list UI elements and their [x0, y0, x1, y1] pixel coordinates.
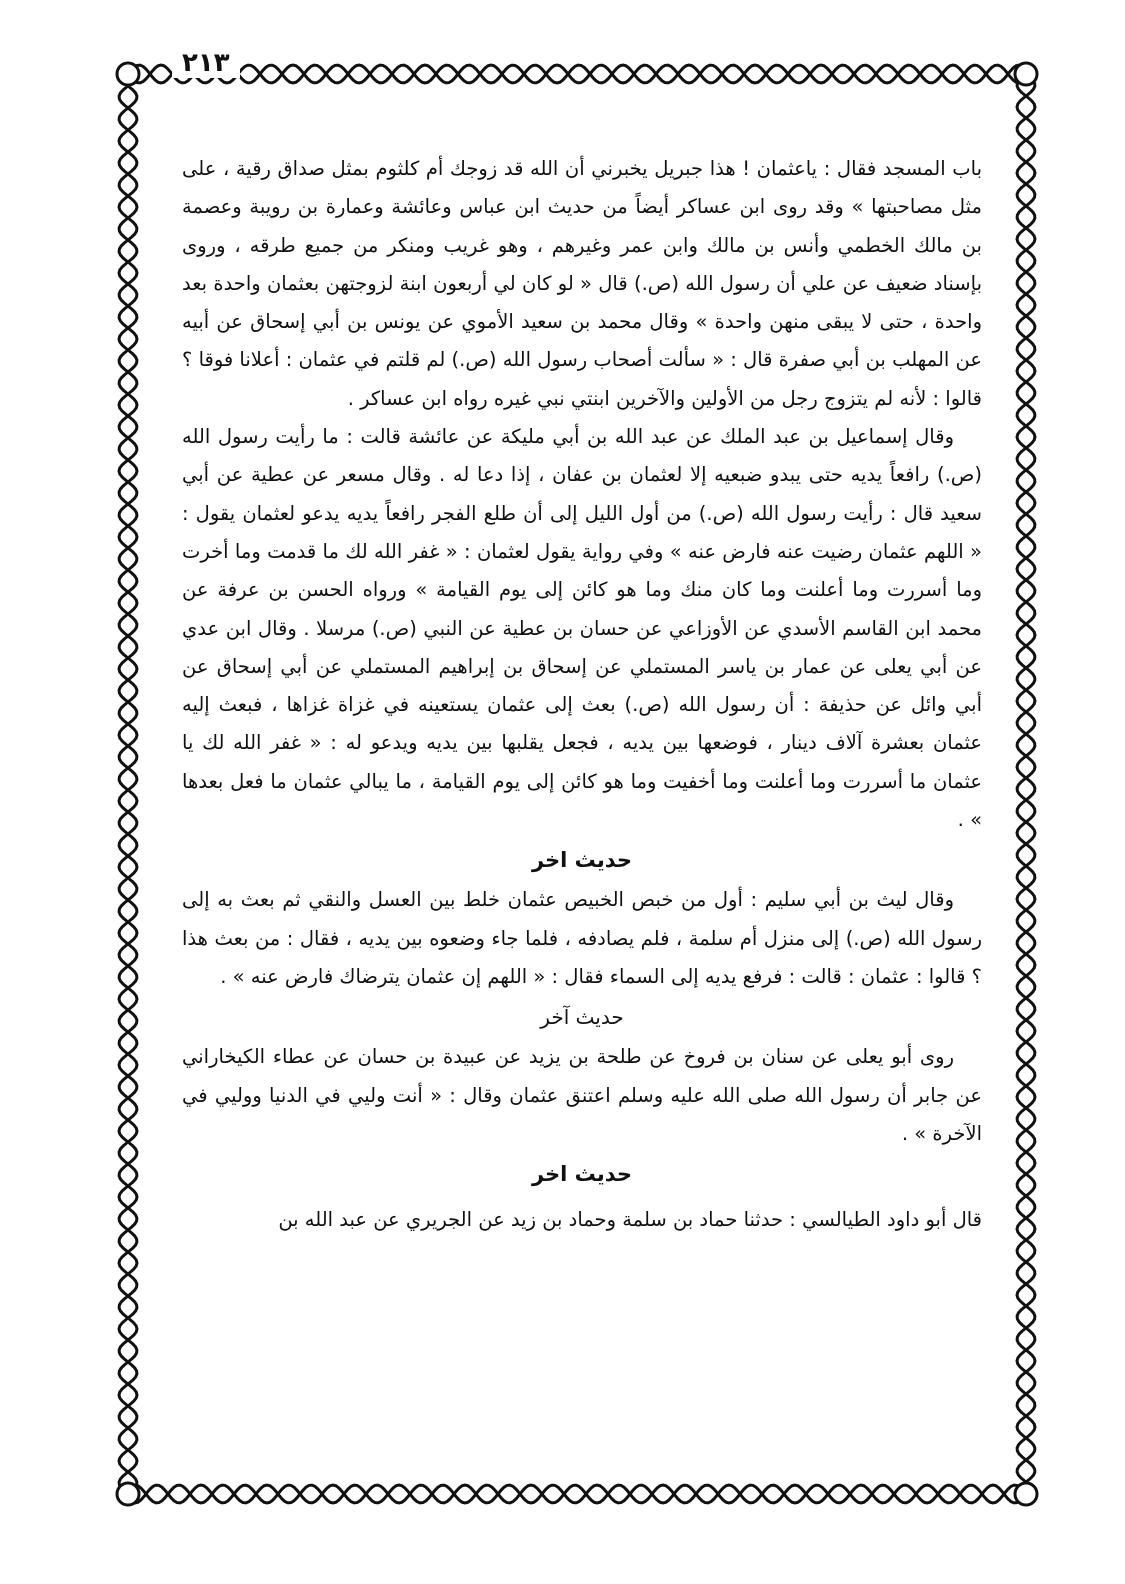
section-heading-1: حديث اخر — [531, 848, 633, 873]
page-number: ٢١٣ — [172, 48, 240, 78]
page-frame — [112, 48, 1042, 1510]
paragraph-3: وقال ليث بن أبي سليم : أول من خبص الخبيص عثمان خلط بين العسل والنقي ثم بعث به إلى رسول الله (ص.) إلى منزل أم سلمة ، فلم يصادفه ، فلما جاء وضعوه بين يديه ، فقال : من بعث هذا ؟ قالوا : عثمان : قالت : فرفع يديه إلى السماء فقال : « اللهم إن عثمان يترضاك فارض عنه » . — [182, 888, 982, 988]
paragraph-4: روى أبو يعلى عن سنان بن فروخ عن طلحة بن يزيد عن عبيدة بن حسان عن عطاء الكيخاراني عن جابر أن رسول الله صلى الله عليه وسلم اعتنق عثمان وقال : « أنت وليي في الدنيا ووليي في الآخرة » . — [182, 1045, 982, 1145]
section-heading-2: حديث آخر — [540, 1005, 624, 1030]
section-heading-3: حديث اخر — [531, 1162, 633, 1187]
body-text — [182, 150, 982, 1239]
paragraph-5: قال أبو داود الطيالسي : حدثنا حماد بن سلمة وحماد بن زيد عن الجريري عن عبد الله بن — [278, 1208, 982, 1232]
paragraph-1: باب المسجد فقال : ياعثمان ! هذا جبريل يخبرني أن الله قد زوجك أم كلثوم بمثل صداق رقية ، على مثل مصاحبتها » وقد روى ابن عساكر أيضاً من حديث ابن عباس وعائشة وعمارة بن رويبة وعصمة بن مالك الخطمي وأنس بن مالك وابن عمر وغيرهم ، وهو غريب ومنكر من جميع طرقه ، وروى بإسناد ضعيف عن علي أن رسول الله (ص.) قال « لو كان لي أربعون ابنة لزوجتهن بعثمان واحدة بعد واحدة ، حتى لا يبقى منهن واحدة » وقال محمد بن سعيد الأموي عن يونس بن أبي إسحاق عن أبيه عن المهلب بن أبي صفرة قال : « سألت أصحاب رسول الله (ص.) لم قلتم في عثمان : أعلانا فوقا ؟ قالوا : لأنه لم يتزوج رجل من الأولين والآخرين ابنتي نبي غيره رواه ابن عساكر . — [182, 157, 982, 410]
paragraph-2: وقال إسماعيل بن عبد الملك عن عبد الله بن أبي مليكة عن عائشة قالت : ما رأيت رسول الله (ص.) رافعاً يديه حتى يبدو ضبعيه إلا لعثمان بن عفان ، إذا دعا له . وقال مسعر عن عطية عن أبي سعيد قال : رأيت رسول الله (ص.) من أول الليل إلى أن طلع الفجر رافعاً يديه يدعو لعثمان يقول : « اللهم عثمان رضيت عنه فارض عنه » وفي رواية يقول لعثمان : « غفر الله لك ما قدمت وما أخرت وما أسررت وما أعلنت وما كان منك وما هو كائن إلى يوم القيامة » ورواه الحسن بن عرفة عن محمد ابن القاسم الأسدي عن الأوزاعي عن حسان بن عطية عن النبي (ص.) مرسلا . وقال ابن عدي عن أبي يعلى عن عمار بن ياسر المستملي عن إسحاق بن إبراهيم المستملي عن أبي إسحاق عن أبي وائل عن حذيفة : أن رسول الله (ص.) بعث إلى عثمان يستعينه في غزاة غزاها ، فبعث إليه عثمان بعشرة آلاف دينار ، فوضعها بين يديه ، فجعل يقلبها بين يديه ويدعو له : « غفر الله لك يا عثمان ما أسررت وما أعلنت وما أخفيت وما هو كائن إلى يوم القيامة ، ما يبالي عثمان ما فعل بعدها » . — [182, 425, 982, 832]
